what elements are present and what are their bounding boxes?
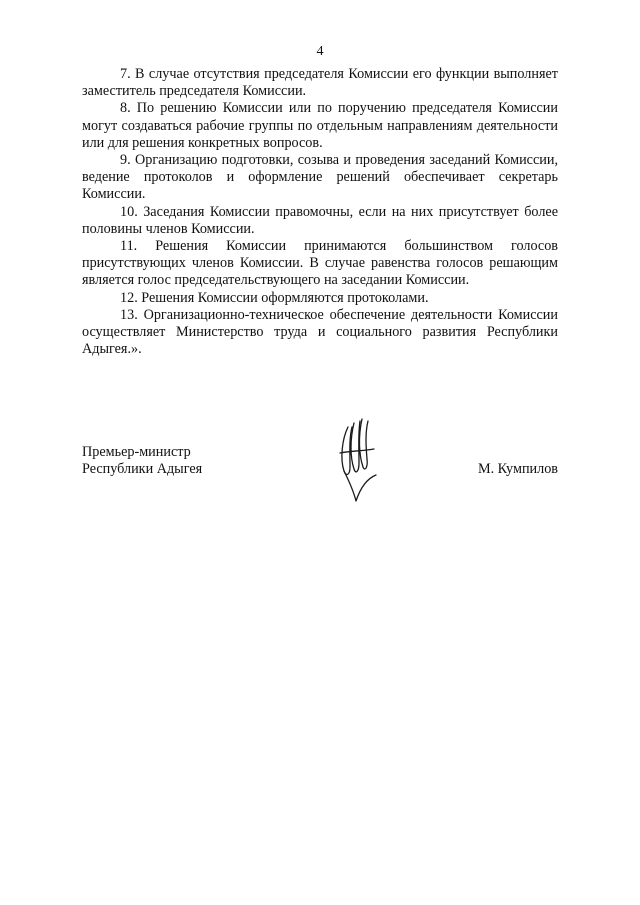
signer-title-line2: Республики Адыгея: [82, 461, 203, 478]
document-body: [82, 66, 558, 358]
paragraph-12: 12. Решения Комиссии оформляются протоколами.: [120, 289, 429, 306]
paragraph-9: 9. Организацию подготовки, созыва и проведения заседаний Комиссии, ведение протоколов и оформление решений обеспечивает секретарь Комиссии.: [82, 152, 558, 203]
handwritten-signature: [332, 409, 382, 509]
paragraph-8: 8. По решению Комиссии или по поручению председателя Комиссии могут создаваться рабочие группы по отдельным направлениям деятельности или для решения конкретных вопросов.: [82, 100, 558, 151]
page-number: 4: [316, 44, 324, 59]
paragraph-7: 7. В случае отсутствия председателя Комиссии его функции выполняет заместитель председателя Комиссии.: [82, 66, 558, 100]
signer-title-line1: Премьер-министр: [82, 444, 191, 460]
signature-block: [82, 444, 558, 524]
paragraph-10: 10. Заседания Комиссии правомочны, если на них присутствует более половины членов Комиссии.: [82, 203, 558, 237]
paragraph-13: 13. Организационно-техническое обеспечение деятельности Комиссии осуществляет Министерство труда и социального развития Республики Адыгея.».: [82, 306, 558, 358]
paragraph-11: 11. Решения Комиссии принимаются большинством голосов присутствующих членов Комиссии. В случае равенства голосов решающим является голос председательствующего на заседании Комиссии.: [82, 238, 558, 289]
signer-name: М. Кумпилов: [477, 461, 558, 477]
signer-title: [82, 444, 202, 478]
